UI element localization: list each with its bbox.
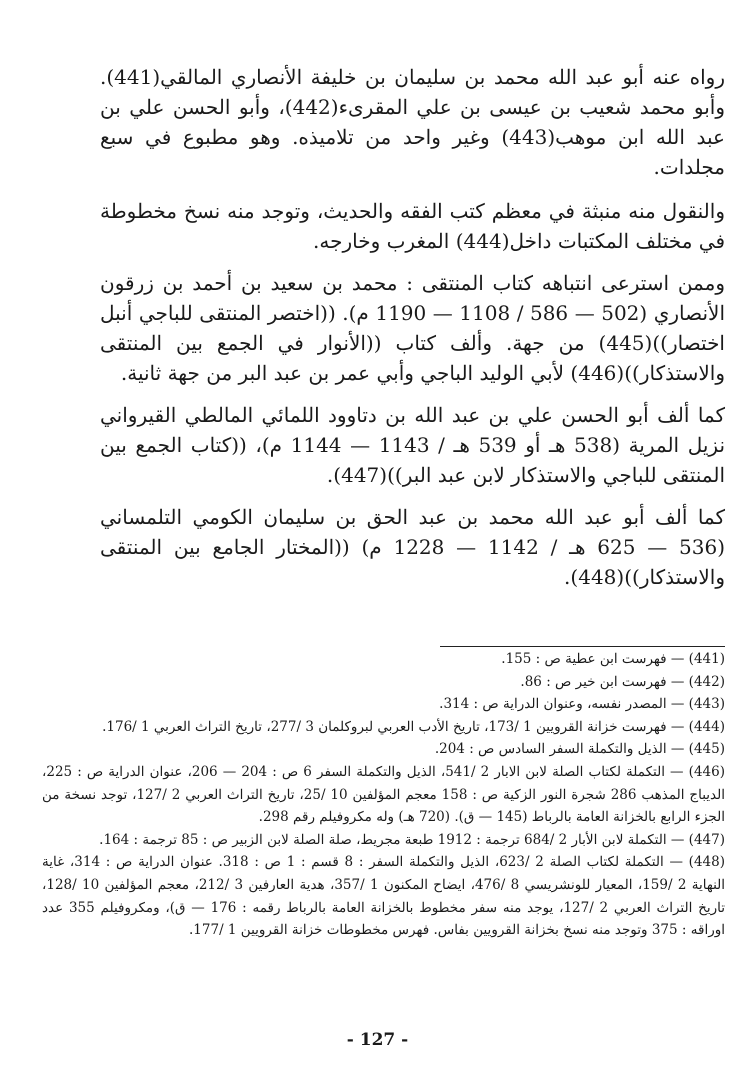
paragraph-5: كما ألف أبو عبد الله محمد بن عبد الحق بن سليمان الكومي التلمساني (536 — 625 هـ / 1142 — 1228 م) ((المختار الجامع بين المنتقى والاستذكار))(448). [100,505,726,589]
footnote-447: (447) — التكملة لابن الأبار 2 /684 ترجمة : 1912 طبعة مجريط، صلة الصلة لابن الزبير ص : 85 ترجمة : 164. [99,831,725,848]
paragraph-3: وممن استرعى انتباهه كتاب المنتقى : محمد بن سعيد بن أحمد بن زرقون الأنصاري (502 — 586 / 1108 — 1190 م). ((اختصر المنتقى للباجي أنبل اختصار))(445) من جهة. وألف كتاب ((الأنوار في الجمع بين المنتقى والاستذكار))(446) لأبي الوليد الباجي وأبي عمر بن عبد البر من جهة ثانية. [100,271,726,385]
footnote-448: (448) — التكملة لكتاب الصلة 2 /623، الذيل والتكملة السفر : 8 قسم : 1 ص : 318. عنوان الدراية ص : 314، غاية النهاية 2 /159، المعيار للونشريسي 8 /476، ايضاح المكنون 1 /357، هدية العارفين 3 /212، معجم المؤلفين 10 /128، تاريخ التراث العربي 2 /127، يوجد منه سفر مخطوط بالخزانة العامة بالرباط رقمه : 176 — ق)، ومكروفيلم 355 عدد اوراقه : 375 وتوجد منه نسخ بخزانة القرويين بفاس. فهرس مخطوطات خزانة القرويين 1 /177. [42,854,726,939]
footnote-separator [440,646,725,647]
footnote-441: (441) — فهرست ابن عطية ص : 155. [501,651,725,667]
footnote-442: (442) — فهرست ابن خير ص : 86. [520,673,725,690]
main-text [100,62,725,604]
footnote-446: (446) — التكملة لكتاب الصلة لابن الابار 2 /541، الذيل والتكملة السفر 6 ص : 204 — 206، عنوان الدراية ص : 225، الديباج المذهب 286 شجرة النور الزكية ص : 158 معجم المؤلفين 10 /25، تاريخ التراث العربي 2 /127، توجد نسخة من الجزء الرابع بالخزانة العامة بالرباط (145 — ق). (720 هـ) وله مكروفيلم رقم 298. [42,763,726,826]
footnotes [42,648,725,942]
paragraph-2: والنقول منه منبثة في معظم كتب الفقه والحديث، وتوجد منه نسخ مخطوطة في مختلف المكتبات داخل(444) المغرب وخارجه. [100,199,725,253]
page-number: - 127 - [346,1030,409,1050]
paragraph-4: كما ألف أبو الحسن علي بن عبد الله بن دتاوود اللمائي المالطي القيرواني نزيل المرية (538 هـ أو 539 هـ / 1143 — 1144 م)، ((كتاب الجمع بين المنتقى للباجي والاستذكار لابن عبد البر))(447). [100,403,726,487]
footnote-443: (443) — المصدر نفسه، وعنوان الدراية ص : 314. [439,696,725,713]
footnote-444: (444) — فهرست خزانة القرويين 1 /173، تاريخ الأدب العربي لبروكلمان 3 /277، تاريخ التراث العربي 1 /176. [102,718,725,735]
paragraph-1: رواه عنه أبو عبد الله محمد بن سليمان بن خليفة الأنصاري المالقي(441). وأبو محمد شعيب بن عيسى بن علي المقرىء(442)، وأبو الحسن علي بن عبد الله ابن موهب(443) وغير واحد من تلاميذه. وهو مطبوع في سبع مجلدات. [100,65,725,179]
footnote-445: (445) — الذيل والتكملة السفر السادس ص : 204. [434,741,725,758]
